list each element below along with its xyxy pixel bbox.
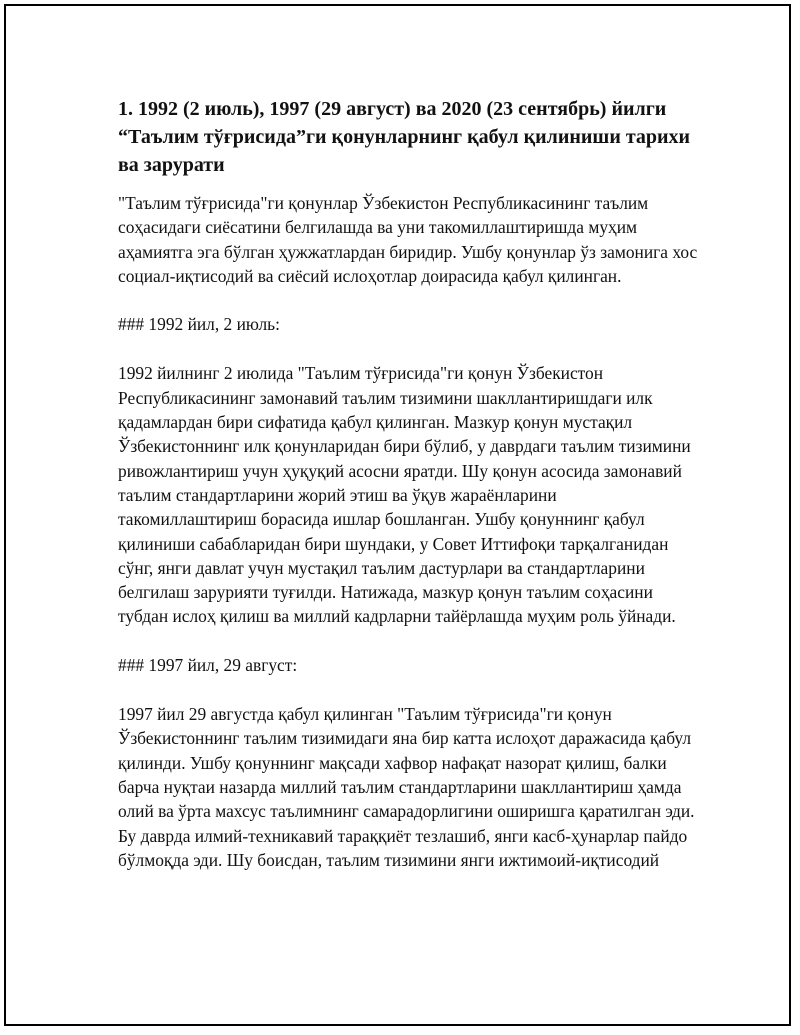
section-heading-1992: ### 1992 йил, 2 июль: [118,314,280,335]
section-paragraph-1992: 1992 йилнинг 2 июлида "Таълим тўғрисида"ги қонун Ўзбекистон Республикасининг замонавий таълим тизимини шакллантиришдаги илк қадамлардан бири сифатида қабул қилинган. Мазкур қонун мустақил Ўзбекистоннинг илк қонунларидан бири бўлиб, у даврдаги таълим тизимини ривожлантириш учун ҳуқуқий асосни яратди. Шу қонун асосида замонавий таълим стандартларини жорий этиш ва ўқув жараёнларини такомиллаштириш борасида ишлар бошланган. Ушбу қонуннинг қабул қилиниши сабабларидан бири шундаки, у Совет Иттифоқи тарқалганидан сўнг, янги давлат учун мустақил таълим дастурлари ва стандартларини белгилаш зарурияти туғилди. Натижада, мазкур қонун таълим соҳасини тубдан ислоҳ қилиш ва миллий кадрларни тайёрлашда муҳим роль ўйнади. [118,363,691,627]
document-body [118,95,698,872]
section-paragraph-1997: 1997 йил 29 августда қабул қилинган "Таълим тўғрисида"ги қонун Ўзбекистоннинг таълим тизимидаги яна бир катта ислоҳот даражасида қабул қилинди. Ушбу қонуннинг мақсади хафвор нафақат назорат қилиш, балки барча нуқтаи назарда миллий таълим стандартларини шакллантириш ҳамда олий ва ўрта махсус таълимнинг самарадорлигини оширишга қаратилган эди. Бу даврда илмий-техникавий тараққиёт тезлашиб, янги касб-ҳунарлар пайдо бўлмоқда эди. Шу боисдан, таълим тизимини янги ижтимоий-иқтисодий [118,704,695,870]
document-title: 1. 1992 (2 июль), 1997 (29 август) ва 2020 (23 сентябрь) йилги “Таълим тўғрисида”ги қонунларнинг қабул қилиниши тарихи ва зарурати [118,98,691,176]
intro-paragraph: "Таълим тўғрисида"ги қонунлар Ўзбекистон Республикасининг таълим соҳасидаги сиёсатини белгилашда ва уни такомиллаштиришда муҳим аҳамиятга эга бўлган ҳужжатлардан биридир. Ушбу қонунлар ўз замонига хос социал-иқтисодий ва сиёсий ислоҳотлар доирасида қабул қилинган. [118,193,698,286]
section-heading-1997: ### 1997 йил, 29 август: [118,654,298,675]
